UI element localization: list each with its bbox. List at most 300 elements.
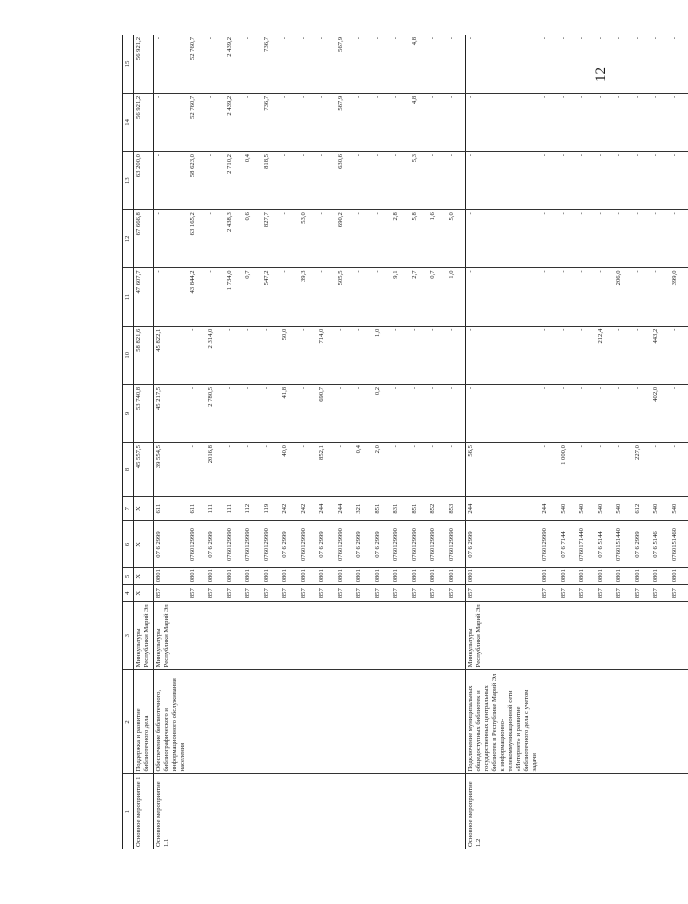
- value-col-13: -: [596, 152, 615, 210]
- expense-type-code: 321: [354, 496, 373, 521]
- value-col-13: -: [670, 152, 688, 210]
- table-row: [466, 35, 541, 849]
- value-col-10: 443,2: [651, 326, 670, 384]
- value-col-10: -: [466, 326, 541, 384]
- table-row: [243, 35, 262, 849]
- value-col-15: -: [466, 35, 541, 93]
- value-col-13: 0,4: [243, 152, 262, 210]
- value-col-14: 56 921,2: [134, 93, 154, 151]
- table-row: [670, 35, 688, 849]
- value-col-11: -: [317, 268, 336, 326]
- event-name: [651, 774, 670, 849]
- value-col-9: 45 217,5: [153, 384, 188, 442]
- value-col-14: -: [373, 93, 392, 151]
- value-col-11: 399,0: [670, 268, 688, 326]
- target-article-code: 07 6 2999: [466, 521, 541, 568]
- event-description: [336, 670, 355, 774]
- value-col-13: 630,6: [336, 152, 355, 210]
- value-col-11: 0,7: [428, 268, 447, 326]
- value-col-15: 567,9: [336, 35, 355, 93]
- value-col-11: -: [466, 268, 541, 326]
- section-code: 0801: [354, 568, 373, 585]
- table-row: [559, 35, 578, 849]
- table-row: [299, 35, 318, 849]
- section-code: 0801: [410, 568, 429, 585]
- value-col-12: 67 666,8: [134, 210, 154, 268]
- value-col-10: -: [559, 326, 578, 384]
- event-name: [670, 774, 688, 849]
- gov-code: 857: [428, 585, 447, 602]
- table-row: [153, 35, 188, 849]
- target-article-code: 07 6 2999: [373, 521, 392, 568]
- expense-type-code: 540: [577, 496, 596, 521]
- value-col-13: -: [391, 152, 410, 210]
- value-col-13: -: [280, 152, 299, 210]
- event-name: [447, 774, 466, 849]
- value-col-9: -: [559, 384, 578, 442]
- value-col-9: -: [670, 384, 688, 442]
- event-name: [243, 774, 262, 849]
- table-row: [225, 35, 244, 849]
- value-col-15: -: [243, 35, 262, 93]
- gov-code: X: [134, 585, 154, 602]
- event-name: [317, 774, 336, 849]
- event-description: [633, 670, 652, 774]
- value-col-9: -: [243, 384, 262, 442]
- value-col-12: -: [280, 210, 299, 268]
- value-col-14: -: [243, 93, 262, 151]
- value-col-8: -: [540, 443, 559, 497]
- value-col-12: 827,7: [262, 210, 281, 268]
- value-col-14: 567,9: [336, 93, 355, 151]
- value-col-15: -: [206, 35, 225, 93]
- section-code: 0801: [336, 568, 355, 585]
- section-code: X: [134, 568, 154, 585]
- value-col-15: -: [428, 35, 447, 93]
- value-col-10: -: [354, 326, 373, 384]
- value-col-14: -: [299, 93, 318, 151]
- value-col-12: 53,0: [299, 210, 318, 268]
- column-header-9: 9: [123, 384, 134, 442]
- value-col-12: -: [559, 210, 578, 268]
- value-col-15: 56 921,2: [134, 35, 154, 93]
- value-col-13: 63 200,0: [134, 152, 154, 210]
- event-description: [540, 670, 559, 774]
- budget-table: [122, 35, 688, 849]
- value-col-13: -: [317, 152, 336, 210]
- executor: [410, 602, 429, 670]
- value-col-12: 5,8: [410, 210, 429, 268]
- event-description: [373, 670, 392, 774]
- event-name: [354, 774, 373, 849]
- gov-code: 857: [391, 585, 410, 602]
- section-code: 0801: [153, 568, 188, 585]
- value-col-10: 50,0: [280, 326, 299, 384]
- value-col-15: -: [596, 35, 615, 93]
- section-code: 0801: [540, 568, 559, 585]
- value-col-12: -: [596, 210, 615, 268]
- value-col-15: -: [614, 35, 633, 93]
- expense-type-code: 540: [614, 496, 633, 521]
- target-article-code: 07 6 2999: [633, 521, 652, 568]
- event-description: [447, 670, 466, 774]
- value-col-9: 402,0: [651, 384, 670, 442]
- executor: [280, 602, 299, 670]
- executor: [540, 602, 559, 670]
- value-col-13: 2 710,2: [225, 152, 244, 210]
- value-col-8: -: [336, 443, 355, 497]
- value-col-14: -: [447, 93, 466, 151]
- value-col-12: -: [633, 210, 652, 268]
- value-col-11: -: [596, 268, 615, 326]
- event-name: Основное мероприятие 1: [134, 774, 154, 849]
- section-code: 0801: [670, 568, 688, 585]
- value-col-14: -: [614, 93, 633, 151]
- section-code: 0801: [596, 568, 615, 585]
- table-row: [596, 35, 615, 849]
- event-name: [336, 774, 355, 849]
- value-col-11: 505,5: [336, 268, 355, 326]
- expense-type-code: X: [134, 496, 154, 521]
- value-col-10: 2 314,0: [206, 326, 225, 384]
- value-col-14: -: [596, 93, 615, 151]
- executor: [651, 602, 670, 670]
- value-col-15: -: [540, 35, 559, 93]
- target-article-code: 07 6 2999: [206, 521, 225, 568]
- value-col-15: -: [391, 35, 410, 93]
- value-col-14: 2 439,2: [225, 93, 244, 151]
- event-name: [262, 774, 281, 849]
- target-article-code: 0760151440: [614, 521, 633, 568]
- section-code: 0801: [428, 568, 447, 585]
- value-col-12: -: [466, 210, 541, 268]
- gov-code: 857: [373, 585, 392, 602]
- value-col-15: -: [299, 35, 318, 93]
- expense-type-code: 244: [336, 496, 355, 521]
- expense-type-code: 851: [373, 496, 392, 521]
- event-name: [428, 774, 447, 849]
- expense-type-code: 244: [317, 496, 336, 521]
- event-name: [280, 774, 299, 849]
- expense-type-code: 244: [540, 496, 559, 521]
- value-col-15: -: [670, 35, 688, 93]
- event-description: [391, 670, 410, 774]
- executor: [447, 602, 466, 670]
- event-name: [614, 774, 633, 849]
- value-col-11: -: [153, 268, 188, 326]
- value-col-9: -: [540, 384, 559, 442]
- table-row: [317, 35, 336, 849]
- event-description: Обеспечение библиотечного, библиографического и информационного обслуживания населения: [153, 670, 188, 774]
- expense-type-code: 242: [280, 496, 299, 521]
- column-header-1: 1: [123, 774, 134, 849]
- event-name: Основное мероприятие 1.2: [466, 774, 541, 849]
- value-col-8: -: [447, 443, 466, 497]
- value-col-12: -: [373, 210, 392, 268]
- value-col-11: 206,0: [614, 268, 633, 326]
- value-col-10: -: [540, 326, 559, 384]
- value-col-10: -: [262, 326, 281, 384]
- value-col-8: -: [670, 443, 688, 497]
- value-col-11: -: [373, 268, 392, 326]
- value-col-11: 43 844,2: [188, 268, 207, 326]
- value-col-8: 40,0: [280, 443, 299, 497]
- expense-type-code: 611: [188, 496, 207, 521]
- expense-type-code: 119: [262, 496, 281, 521]
- column-header-2: 2: [123, 670, 134, 774]
- value-col-9: -: [354, 384, 373, 442]
- gov-code: 857: [299, 585, 318, 602]
- gov-code: 857: [188, 585, 207, 602]
- executor: [596, 602, 615, 670]
- gov-code: 857: [447, 585, 466, 602]
- event-name: [596, 774, 615, 849]
- executor: [336, 602, 355, 670]
- value-col-15: -: [317, 35, 336, 93]
- value-col-8: 227,0: [633, 443, 652, 497]
- event-name: [577, 774, 596, 849]
- value-col-14: 4,8: [410, 93, 429, 151]
- table-row: [188, 35, 207, 849]
- gov-code: 857: [596, 585, 615, 602]
- event-description: [243, 670, 262, 774]
- value-col-11: 47 607,7: [134, 268, 154, 326]
- value-col-8: 852,1: [317, 443, 336, 497]
- value-col-8: -: [262, 443, 281, 497]
- table-row: [633, 35, 652, 849]
- value-col-9: -: [447, 384, 466, 442]
- gov-code: 857: [206, 585, 225, 602]
- value-col-8: 56,5: [466, 443, 541, 497]
- value-col-15: -: [354, 35, 373, 93]
- value-col-14: 52 760,7: [188, 93, 207, 151]
- value-col-14: -: [651, 93, 670, 151]
- value-col-9: 2 780,5: [206, 384, 225, 442]
- gov-code: 857: [577, 585, 596, 602]
- value-col-14: -: [280, 93, 299, 151]
- value-col-10: 45 822,1: [153, 326, 188, 384]
- table-row: [354, 35, 373, 849]
- target-article-code: 0760129990: [188, 521, 207, 568]
- value-col-13: -: [299, 152, 318, 210]
- executor: Минкультуры Республики Марий Эл: [134, 602, 154, 670]
- gov-code: 857: [670, 585, 688, 602]
- value-col-12: 1,6: [428, 210, 447, 268]
- expense-type-code: 540: [559, 496, 578, 521]
- value-col-14: -: [153, 93, 188, 151]
- executor: [317, 602, 336, 670]
- target-article-code: 07 6 2999: [153, 521, 188, 568]
- value-col-9: -: [336, 384, 355, 442]
- target-article-code: 0760129990: [262, 521, 281, 568]
- target-article-code: 07 6 7144: [559, 521, 578, 568]
- column-header-15: 15: [123, 35, 134, 93]
- value-col-10: -: [428, 326, 447, 384]
- value-col-13: -: [447, 152, 466, 210]
- executor: Минкультуры Республики Марий Эл: [153, 602, 188, 670]
- table-row: [336, 35, 355, 849]
- gov-code: 857: [633, 585, 652, 602]
- event-name: [391, 774, 410, 849]
- gov-code: 857: [559, 585, 578, 602]
- event-description: [354, 670, 373, 774]
- value-col-8: 1 000,0: [559, 443, 578, 497]
- table-row: [428, 35, 447, 849]
- value-col-8: -: [596, 443, 615, 497]
- value-col-11: 2,7: [410, 268, 429, 326]
- executor: Минкультуры Республики Марий Эл: [466, 602, 541, 670]
- gov-code: 857: [354, 585, 373, 602]
- value-col-9: -: [466, 384, 541, 442]
- executor: [633, 602, 652, 670]
- event-description: [206, 670, 225, 774]
- section-code: 0801: [577, 568, 596, 585]
- value-col-13: -: [577, 152, 596, 210]
- gov-code: 857: [466, 585, 541, 602]
- table-row: [410, 35, 429, 849]
- value-col-15: 4,8: [410, 35, 429, 93]
- section-code: 0801: [614, 568, 633, 585]
- value-col-9: -: [428, 384, 447, 442]
- gov-code: 857: [225, 585, 244, 602]
- page-number: 12: [593, 67, 609, 82]
- executor: [225, 602, 244, 670]
- section-code: 0801: [280, 568, 299, 585]
- value-col-11: -: [206, 268, 225, 326]
- executor: [614, 602, 633, 670]
- expense-type-code: 540: [596, 496, 615, 521]
- value-col-13: -: [633, 152, 652, 210]
- value-col-15: -: [280, 35, 299, 93]
- value-col-9: -: [391, 384, 410, 442]
- target-article-code: 0760171440: [577, 521, 596, 568]
- column-header-6: 6: [123, 521, 134, 568]
- value-col-8: -: [243, 443, 262, 497]
- value-col-10: 1,0: [373, 326, 392, 384]
- table-row: [373, 35, 392, 849]
- event-description: [428, 670, 447, 774]
- gov-code: 857: [614, 585, 633, 602]
- event-description: [577, 670, 596, 774]
- section-code: 0801: [299, 568, 318, 585]
- table-row: [280, 35, 299, 849]
- value-col-9: -: [577, 384, 596, 442]
- value-col-8: -: [577, 443, 596, 497]
- executor: [206, 602, 225, 670]
- target-article-code: 07 6 2999: [280, 521, 299, 568]
- gov-code: 857: [153, 585, 188, 602]
- value-col-14: -: [670, 93, 688, 151]
- event-name: [206, 774, 225, 849]
- value-col-13: -: [153, 152, 188, 210]
- value-col-14: 736,7: [262, 93, 281, 151]
- event-description: [614, 670, 633, 774]
- expense-type-code: 540: [651, 496, 670, 521]
- event-name: Основное мероприятие 1.1: [153, 774, 188, 849]
- value-col-12: 2,8: [391, 210, 410, 268]
- expense-type-code: 111: [206, 496, 225, 521]
- target-article-code: 0760151460: [670, 521, 688, 568]
- event-description: [596, 670, 615, 774]
- target-article-code: 07 6 2999: [317, 521, 336, 568]
- table-body: [134, 35, 688, 849]
- value-col-11: 39,3: [299, 268, 318, 326]
- value-col-12: -: [614, 210, 633, 268]
- value-col-13: 5,3: [410, 152, 429, 210]
- value-col-11: 0,7: [243, 268, 262, 326]
- event-name: [410, 774, 429, 849]
- executor: [354, 602, 373, 670]
- section-code: 0801: [447, 568, 466, 585]
- value-col-10: -: [633, 326, 652, 384]
- event-description: [262, 670, 281, 774]
- target-article-code: 0760129990: [243, 521, 262, 568]
- value-col-10: -: [299, 326, 318, 384]
- value-col-10: -: [614, 326, 633, 384]
- value-col-13: -: [540, 152, 559, 210]
- value-col-9: -: [614, 384, 633, 442]
- value-col-9: -: [633, 384, 652, 442]
- expense-type-code: 611: [153, 496, 188, 521]
- value-col-10: 212,4: [596, 326, 615, 384]
- value-col-15: -: [577, 35, 596, 93]
- target-article-code: 07 6 5144: [596, 521, 615, 568]
- event-description: [670, 670, 688, 774]
- value-col-14: -: [317, 93, 336, 151]
- value-col-13: -: [559, 152, 578, 210]
- value-col-9: 690,7: [317, 384, 336, 442]
- value-col-8: -: [188, 443, 207, 497]
- gov-code: 857: [243, 585, 262, 602]
- event-name: [225, 774, 244, 849]
- value-col-13: -: [614, 152, 633, 210]
- value-col-9: 0,2: [373, 384, 392, 442]
- column-header-13: 13: [123, 152, 134, 210]
- value-col-15: 52 760,7: [188, 35, 207, 93]
- value-col-8: -: [225, 443, 244, 497]
- value-col-10: -: [243, 326, 262, 384]
- executor: [391, 602, 410, 670]
- value-col-12: 5,0: [447, 210, 466, 268]
- value-col-13: -: [373, 152, 392, 210]
- target-article-code: 07 6 5146: [651, 521, 670, 568]
- value-col-15: 736,7: [262, 35, 281, 93]
- target-article-code: 0760129990: [391, 521, 410, 568]
- executor: [299, 602, 318, 670]
- value-col-12: 63 165,2: [188, 210, 207, 268]
- value-col-8: 0,4: [354, 443, 373, 497]
- value-col-9: -: [262, 384, 281, 442]
- value-col-8: -: [614, 443, 633, 497]
- value-col-11: -: [633, 268, 652, 326]
- value-col-8: 2,0: [373, 443, 392, 497]
- value-col-10: -: [188, 326, 207, 384]
- target-article-code: 0760129990: [428, 521, 447, 568]
- event-name: [559, 774, 578, 849]
- value-col-13: 818,5: [262, 152, 281, 210]
- value-col-15: -: [651, 35, 670, 93]
- section-code: 0801: [559, 568, 578, 585]
- target-article-code: 0760129990: [447, 521, 466, 568]
- value-col-14: -: [428, 93, 447, 151]
- rotated-page: [122, 35, 678, 849]
- value-col-13: -: [354, 152, 373, 210]
- value-col-8: 45 557,5: [134, 443, 154, 497]
- value-col-10: 58 821,6: [134, 326, 154, 384]
- value-col-13: 58 623,0: [188, 152, 207, 210]
- value-col-9: -: [188, 384, 207, 442]
- value-col-12: -: [540, 210, 559, 268]
